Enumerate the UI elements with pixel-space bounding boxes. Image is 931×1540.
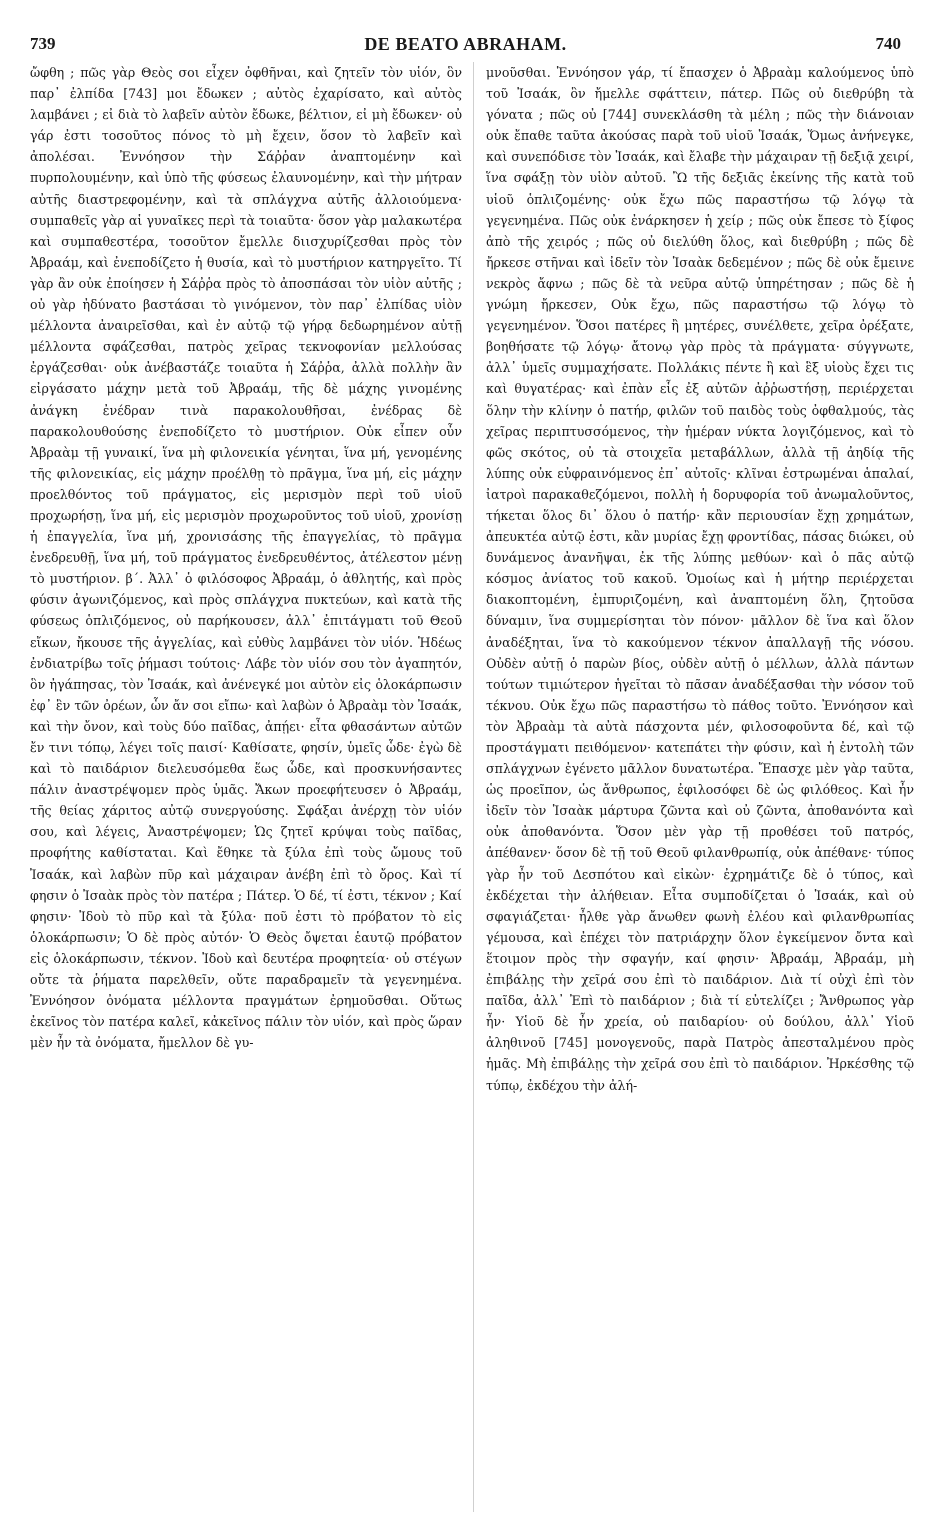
right-column (486, 62, 914, 1096)
page-number-right: 740 (875, 34, 901, 53)
running-title: DE BEATO ABRAHAM. (364, 34, 567, 54)
column-divider (473, 62, 474, 1512)
page-number-left: 739 (30, 34, 56, 53)
left-column (30, 62, 462, 1053)
left-column-text: ὤφθη ; πῶς γὰρ Θεὸς σοι εἶχεν ὀφθῆναι, καὶ ζητεῖν τὸν υἱόν, ὃν παρ᾽ ἐλπίδα [743] μοι ἔδωκεν ; αὐτὸς ἐχαρίσατο, καὶ αὐτὸς λαμβάνει ; εἰ διὰ τὸ λαβεῖν αὐτὸν ἔδωκε, βέλτιον, εἰ μὴ ἔδωκεν· οὐ γάρ ἐστι τοσοῦτος πόνος τὸ μὴ ἔχειν, ὅσον τὸ λαβεῖν καὶ ἀπολέσαι. Ἐννόησον τὴν Σάῤῥαν ἀναπτομένην καὶ πυρπολουμένην, καὶ ὑπὸ τῆς φύσεως ἐλαυνομένην, καὶ τὴν μήτραν αὐτῆς διαστρεφομένην, καὶ τὰ σπλάγχνα αὐτῆς ἀλλοιούμενα· συμπαθεῖς γὰρ αἱ γυναῖκες περὶ τὰ τοιαῦτα· ὅσον γὰρ μαλακωτέρα καὶ συμπαθεστέρα, τοσοῦτον ἔμελλε διισχυρίζεσθαι πρὸς τὸν Ἀβραάμ, καὶ ἐνεποδίζετο ἡ θυσία, καὶ τὸ μυστήριον κατηργεῖτο. Τί γὰρ ἂν οὐκ ἐποίησεν ἡ Σάῤῥα πρὸς τὸ ἀποσπάσαι τὸν υἱὸν αὐτῆς ; οὐ γὰρ ἠδύνατο βαστάσαι τὸ γινόμενον, τὸν παρ᾽ ἐλπίδας υἱὸν μέλλοντα ἀναιρεῖσθαι, καὶ ἐν αὐτῷ τῷ γήρᾳ δεδωρημένον αὐτῇ μέλλοντα σφάζεσθαι, πατρὸς χεῖρας τεκνοφονίαν μελλούσας ἐργάζεσθαι· οὐκ ἀνέβαστάζε τοιαῦτα ἡ Σάῤῥα, ἀλλὰ πολλὴν ἂν εἰργάσατο μάχην μετὰ τοῦ Ἀβραάμ, τῆς δὲ μάχης γινομένης ἀνάγκη ἐνέδραν τινὰ παρακολουθῆσαι, ἐνέδρας δὲ παρακολουθούσης ἐνεποδίζετο τὸ μυστήριον. Οὐκ εἶπεν οὖν Ἀβραὰμ τῇ γυναικί, ἵνα μὴ φιλονεικία γένηται, ἵνα μή, γενομένης τῆς φιλονεικίας, εἰς μάχην προέλθῃ τὸ πρᾶγμα, ἵνα μή, εἰς μάχην προελθόντος τοῦ πράγματος, εἰς μερισμὸν περὶ τοῦ υἱοῦ προχωρήσῃ, ἵνα μή, εἰς μερισμὸν προχωροῦντος τοῦ υἱοῦ, χρονίσῃ ἡ ἐπαγγελία, ἵνα μή, χρονισάσης τῆς ἐπαγγελίας, τὸ πρᾶγμα ἐνεδρευθῇ, ἵνα μή, τοῦ πράγματος ἐνεδρευθέντος, ἀτέλεστον μένῃ τὸ μυστήριον. β΄. Ἀλλ᾽ ὁ φιλόσοφος Ἀβραάμ, ὁ ἀθλητής, καὶ πρὸς φύσιν ἀγωνιζόμενος, καὶ πρὸς σπλάγχνα πυκτεύων, καὶ κατὰ τῆς φύσεως ὁπλιζόμενος, οὐ παρήκουσεν, ἀλλ᾽ ἐπιτάγματι τοῦ Θεοῦ εἴκων, ἤκουσε τῆς ἀγγελίας, καὶ εὐθὺς λαμβάνει τὸν υἱόν. Ἡδέως ἐνδιατρίβω τοῖς ῥήμασι τούτοις· Λάβε τὸν υἱόν σου τὸν ἀγαπητόν, ὃν ἠγάπησας, τὸν Ἰσαάκ, καὶ ἀνένεγκέ μοι αὐτὸν εἰς ὁλοκάρπωσιν ἐφ᾽ ἓν τῶν ὀρέων, ὧν ἄν σοι εἴπω· καὶ λαβὼν ὁ Ἀβραὰμ τὸν Ἰσαάκ, καὶ τὴν ὄνον, καὶ τοὺς δύο παῖδας, ἀπῄει· εἶτα φθασάντων αὐτῶν ἔν τινι τόπῳ, λέγει τοῖς παισί· Καθίσατε, φησίν, ὑμεῖς ὧδε· ἐγὼ δὲ καὶ τὸ παιδάριον διελευσόμεθα ἕως ὧδε, καὶ προσκυνήσαντες πάλιν ἀναστρέψομεν πρὸς ὑμᾶς. Ἄκων προεφήτευσεν ὁ Ἀβραάμ, τῆς θείας χάριτος αὐτῷ συνεργούσης. Σφάξαι ἀνέρχῃ τὸν υἱόν σου, καὶ λέγεις, Ἀναστρέψομεν; Ὡς ζητεῖ κρύψαι τοὺς παῖδας, προφήτης καθίσταται. Καὶ ἔθηκε τὰ ξύλα ἐπὶ τοὺς ὤμους τοῦ Ἰσαάκ, καὶ λαβὼν πῦρ καὶ μάχαιραν ἀνέβη ἐπὶ τὸ ὄρος. Καὶ τί φησιν ὁ Ἰσαὰκ πρὸς τὸν πατέρα ; Πάτερ. Ὁ δέ, τί ἐστι, τέκνον ; Καί φησιν· Ἰδοὺ τὸ πῦρ καὶ τὰ ξύλα· ποῦ ἐστι τὸ πρόβατον τὸ εἰς ὁλοκάρπωσιν; Ὁ δὲ πρὸς αὐτόν· Ὁ Θεὸς ὄψεται ἑαυτῷ πρόβατον εἰς ὁλοκάρπωσιν, τέκνον. Ἰδοὺ καὶ δευτέρα προφητεία· οὐ στέγων οὔτε τὰ ῥήματα παρελθεῖν, οὔτε παραδραμεῖν τὰ γεγενημένα. Ἐννόησον ὀνόματα μέλλοντα πραγμάτων ἐρημοῦσθαι. Οὕτως ἐκεῖνος τὸν πατέρα καλεῖ, κἀκεῖνος πάλιν τὸν υἱόν, καὶ πρὸς ὥραν μὲν ἦν τὰ ὀνόματα, ἤμελλον δὲ γυ- (30, 65, 463, 1051)
right-column-text: μνοῦσθαι. Ἐννόησον γάρ, τί ἔπασχεν ὁ Ἀβραὰμ καλούμενος ὑπὸ τοῦ Ἰσαάκ, ὃν ἤμελλε σφάττειν, πάτερ. Πῶς οὐ διεθρύβη τὰ γόνατα ; πῶς οὐ [744] συνεκλάσθη τὰ μέλη ; πῶς τὴν διάνοιαν οὐκ ἔπαθε ταῦτα ἀκούσας παρὰ τοῦ υἱοῦ Ἰσαάκ, Ὅμως ἀνήνεγκε, καὶ συνεπόδισε τὸν Ἰσαάκ, καὶ ἔλαβε τὴν μάχαιραν τῇ δεξιᾷ χειρί, ἵνα σφάξῃ τὸν υἱὸν αὐτοῦ. Ὢ τῆς δεξιᾶς ἐκείνης τῆς κατὰ τοῦ υἱοῦ ὁπλιζομένης· οὐκ ἔχω πῶς παραστήσω τῷ λόγῳ τὰ γεγενημένα. Πῶς οὐκ ἐνάρκησεν ἡ χείρ ; πῶς οὐκ ἔπεσε τὸ ξίφος ἀπὸ τῆς χειρός ; πῶς οὐ διελύθη ὅλος, καὶ διεθρύβη ; πῶς δὲ ἤρκεσε στῆναι καὶ ἰδεῖν τὸν Ἰσαὰκ δεδεμένον ; πῶς δὲ οὐκ ἔμεινε νεκρὸς ἄφνω ; πῶς δὲ τὰ νεῦρα αὐτῷ ὑπηρέτησαν ; πῶς δὲ ἡ γνώμη ἤρκεσεν, Οὐκ ἔχω, πῶς παραστήσω τῷ λόγῳ τὸ γεγενημένον. Ὅσοι πατέρες ἢ μητέρες, συνέλθετε, χεῖρα ὀρέξατε, βοηθήσατε τῷ λόγῳ· ἄτονῳ γὰρ πρὸς τὰ πράγματα· σύγγνωτε, ἀλλ᾽ ὑμεῖς συμμαχήσατε. Πολλάκις πέντε ἢ καὶ ἓξ υἱοὺς ἔχει τις καὶ θυγατέρας· καὶ ἐπὰν εἷς ἐξ αὐτῶν ἀῤῥωστήσῃ, περιέρχεται ὅλην τὴν κλίνην ὁ πατήρ, φιλῶν τοῦ παιδὸς τοὺς ὀφθαλμούς, τὰς χεῖρας περιπτυσσόμενος, τὴν ἡμέραν νύκτα λογιζόμενος, καὶ τὸ φῶς σκότος, οὐ τὰ στοιχεῖα μεταβάλλων, ἀλλὰ τῇ ἀηδίᾳ τῆς λύπης οὐκ εὐφραινόμενος ἐπ᾽ αὐτοῖς· κλῖναι ἐστρωμέναι ἁπαλαί, ἰατροὶ παρακαθεζόμενοι, πολλὴ ἡ δορυφορία τοῦ ἀνωμαλοῦντος, τήκεται ὅλος δι᾽ ὅλου ὁ πατήρ· κἂν περιουσίαν ἔχῃ χρημάτων, ἀπευκτέα αὐτῷ ἐστι, κἂν μυρίας ἔχῃ φροντίδας, πάσας διώκει, οὐ δυνάμενος ἀνανῆψαι, ἐκ τῆς λύπης μεθύων· καὶ ὁ πᾶς αὐτῷ κόσμος ἀνίατος τοῦ κακοῦ. Ὁμοίως καὶ ἡ μήτηρ περιέρχεται διακοπτομένη, ἐμπυριζομένη, καὶ ἀναπτομένη ὅλη, ζητοῦσα δύναμιν, ἵνα συμμερίσηται τὸν πόνον· μᾶλλον δὲ ἵνα καὶ ὅλον ἀναδέξηται, ἵνα τὸ κακούμενον τέκνον ἀπαλλαγῇ τῆς νόσου. Οὐδὲν αὐτῇ ὁ παρὼν βίος, οὐδὲν αὐτῇ ὁ μέλλων, ἀλλὰ πάντων τούτων τιμιώτερον ἡγεῖται τὸ πᾶσαν ἀναδέξασθαι τὴν νόσον τοῦ τέκνου. Οὐκ ἔχω πῶς παραστήσω τὸ πάθος τοῦτο. Ἐννόησον καὶ τὸν Ἀβραὰμ τὰ αὐτὰ πάσχοντα μέν, φιλοσοφοῦντα δέ, καὶ τῷ προστάγματι πειθόμενον· κατεπάτει τὴν φύσιν, καὶ ἡ ἐντολὴ τῶν σπλάγχνων ἐγένετο μᾶλλον δυνατωτέρα. Ἔπασχε μὲν γὰρ ταῦτα, ὡς προεῖπον, ὡς ἄνθρωπος, ἐφιλοσόφει δὲ ὡς φιλόθεος. Καὶ ἦν ἰδεῖν τὸν Ἰσαὰκ μάρτυρα ζῶντα καὶ οὐ ζῶντα, ἀποθανόντα καὶ οὐκ ἀποθανόντα. Ὅσον μὲν γὰρ τῇ προθέσει τοῦ πατρός, ἀπέθανεν· ὅσον δὲ τῇ τοῦ Θεοῦ φιλανθρωπίᾳ, οὐκ ἀπέθανε· τύπος γὰρ ἦν τοῦ Δεσπότου καὶ εἰκὼν· ἐχρημάτιζε δὲ ὁ τύπος, καὶ ἐκδέχεται τὴν ἀλήθειαν. Εἶτα συμποδίζεται ὁ Ἰσαάκ, καὶ οὐ σφαγιάζεται· ἦλθε γὰρ ἄνωθεν φωνὴ ἐλέου καὶ φιλανθρωπίας γέμουσα, καὶ ἐπέχει τὸν πατριάρχην ὅλον ἐγκείμενον ὄντα καὶ ἕτοιμον πρὸς τὴν σφαγήν, καί φησιν· Ἀβραάμ, Ἀβραάμ, μὴ ἐπιβάλῃς τὴν χεῖρά σου ἐπὶ τὸ παιδάριον. Διὰ τί οὐχὶ ἐπὶ τὸν παῖδα, ἀλλ᾽ Ἐπὶ τὸ παιδάριον ; διὰ τί εὐτελίζει ; Ἄνθρωπος γὰρ ἦν· Υἱοῦ δὲ ἦν χρεία, οὐ παιδαρίου· οὐ δούλου, ἀλλ᾽ Υἱοῦ ἀληθινοῦ [745] μονογενοῦς, παρὰ Πατρὸς ἀπεσταλμένου πρὸς ἡμᾶς. Μὴ ἐπιβάλῃς τὴν χεῖρά σου ἐπὶ τὸ παιδάριον. Ἠρκέσθης τῷ τύπῳ, ἐκδέχου τὴν ἀλή- (486, 65, 914, 1093)
running-header (30, 34, 901, 62)
